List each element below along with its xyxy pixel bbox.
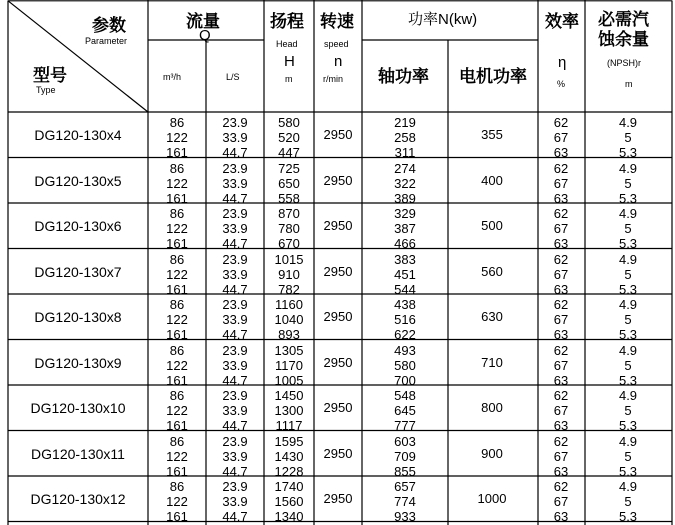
- efficiency-cell-value: 67: [553, 175, 569, 191]
- npsh-cell-value: 5.3: [618, 372, 638, 388]
- flow-ls-cell-value: 23.9: [222, 433, 248, 449]
- flow-ls-cell-value: 23.9: [222, 342, 248, 358]
- speed-cell: 2950: [323, 400, 353, 415]
- npsh-cell: [619, 434, 637, 479]
- shaft-power-cell-value: 774: [394, 494, 416, 509]
- motor-power-cell: 630: [481, 309, 503, 324]
- head-cell-value: 725: [278, 160, 300, 176]
- speed-cell: 2950: [323, 309, 353, 324]
- shaft-power-cell-value: 466: [394, 236, 416, 251]
- head-cell: [275, 434, 304, 479]
- motor-power-cell: 355: [481, 127, 503, 142]
- flow-ls-cell-value: 44.7: [222, 281, 248, 297]
- flow-m3h-cell-value: 122: [166, 175, 188, 191]
- npsh-cell: [619, 161, 637, 206]
- efficiency-cell-value: 63: [553, 372, 569, 388]
- flow-ls-cell-value: 33.9: [222, 221, 248, 236]
- flow-ls-cell-value: 44.7: [222, 236, 248, 251]
- npsh-cell-value: 5: [624, 312, 632, 327]
- npsh-cell-value: 5: [624, 130, 632, 145]
- flow-m3h-cell: [166, 388, 188, 433]
- model-label-en: Type: [36, 85, 56, 95]
- npsh-cell-value: 4.9: [618, 115, 638, 130]
- shaft-power-cell-value: 603: [394, 433, 416, 449]
- head-cell-value: 870: [278, 206, 300, 221]
- shaft-power-cell-value: 645: [394, 403, 416, 418]
- shaft-power-cell-value: 544: [394, 281, 416, 297]
- shaft-power-cell: [394, 434, 416, 479]
- shaft-power-cell-value: 493: [394, 342, 416, 358]
- head-cell-value: 1040: [274, 312, 304, 327]
- speed-cell: 2950: [323, 491, 353, 506]
- flow-unit-m3h: m³/h: [163, 72, 181, 82]
- head-cell: [275, 343, 304, 388]
- flow-ls-cell-value: 44.7: [222, 327, 248, 342]
- flow-m3h-cell-value: 122: [166, 130, 188, 145]
- efficiency-cell: [554, 388, 568, 433]
- flow-ls-cell-value: 23.9: [222, 388, 248, 403]
- shaft-power-cell-value: 389: [394, 190, 416, 206]
- flow-m3h-cell-value: 86: [169, 297, 185, 312]
- head-symbol: H: [284, 53, 295, 70]
- head-cell-value: 650: [278, 175, 300, 191]
- efficiency-cell-value: 67: [553, 221, 569, 236]
- efficiency-cell-value: 62: [553, 479, 569, 494]
- flow-m3h-cell: [166, 343, 188, 388]
- parameter-label-en: Parameter: [85, 36, 128, 46]
- npsh-cell-value: 4.9: [618, 479, 638, 494]
- npsh-label-line2: 蚀余量: [598, 30, 649, 49]
- flow-m3h-cell-value: 86: [169, 115, 185, 130]
- shaft-power-cell-value: 516: [394, 312, 416, 327]
- flow-m3h-cell-value: 86: [169, 388, 185, 403]
- flow-ls-cell: [222, 161, 247, 206]
- flow-ls-cell: [222, 343, 247, 388]
- npsh-cell-value: 5.3: [618, 281, 638, 297]
- flow-m3h-cell-value: 122: [166, 357, 188, 373]
- efficiency-cell-value: 62: [553, 388, 569, 403]
- motor-power-label: 电机功率: [459, 67, 527, 86]
- flow-ls-cell-value: 44.7: [222, 372, 248, 388]
- npsh-cell-value: 5: [624, 266, 632, 282]
- flow-ls-cell-value: 44.7: [222, 418, 248, 433]
- shaft-power-cell-value: 219: [394, 115, 416, 130]
- flow-ls-cell-value: 23.9: [222, 115, 248, 130]
- npsh-cell-value: 4.9: [618, 433, 638, 449]
- model-cell: DG120-130x10: [30, 400, 126, 416]
- flow-m3h-cell: [166, 434, 188, 479]
- efficiency-cell: [554, 161, 568, 206]
- flow-m3h-cell-value: 122: [166, 266, 188, 282]
- efficiency-cell-value: 67: [553, 130, 569, 145]
- npsh-label-line1: 必需汽: [598, 10, 649, 29]
- efficiency-cell-value: 63: [553, 463, 569, 479]
- speed-cell: 2950: [323, 218, 353, 233]
- shaft-power-cell-value: 451: [394, 266, 416, 282]
- speed-symbol: n: [334, 53, 343, 70]
- model-cell: DG120-130x9: [34, 354, 122, 371]
- shaft-power-cell-value: 329: [394, 206, 416, 221]
- flow-m3h-cell-value: 122: [166, 494, 188, 509]
- flow-m3h-cell-value: 86: [169, 479, 185, 494]
- shaft-power-cell: [394, 388, 416, 433]
- motor-power-cell: 1000: [477, 491, 507, 506]
- npsh-cell-value: 5.3: [618, 509, 638, 524]
- flow-m3h-cell-value: 86: [169, 342, 185, 358]
- head-unit: m: [285, 74, 293, 84]
- head-cell-value: 1300: [274, 403, 304, 418]
- shaft-power-cell-value: 622: [394, 327, 416, 342]
- speed-label-en: speed: [324, 39, 349, 49]
- npsh-cell: [619, 115, 637, 160]
- flow-m3h-cell-value: 86: [169, 160, 185, 176]
- flow-m3h-cell-value: 161: [166, 509, 188, 524]
- head-cell-value: 1005: [274, 372, 304, 388]
- efficiency-cell-value: 67: [553, 266, 569, 282]
- shaft-power-cell-value: 855: [394, 463, 416, 479]
- head-label: 扬程: [270, 12, 304, 31]
- flow-ls-cell-value: 33.9: [222, 130, 248, 145]
- npsh-cell-value: 4.9: [618, 160, 638, 176]
- model-cell: DG120-130x12: [30, 491, 126, 507]
- efficiency-cell-value: 63: [553, 418, 569, 433]
- head-cell-value: 1160: [275, 297, 303, 312]
- head-cell-value: 910: [278, 266, 300, 282]
- head-cell-value: 1450: [274, 388, 304, 403]
- flow-m3h-cell-value: 161: [166, 236, 188, 251]
- efficiency-cell-value: 63: [553, 327, 569, 342]
- shaft-power-cell-value: 580: [394, 357, 416, 373]
- model-cell: DG120-130x4: [34, 127, 122, 143]
- npsh-cell: [619, 479, 637, 524]
- npsh-cell-value: 4.9: [618, 297, 638, 312]
- flow-m3h-cell: [166, 297, 188, 342]
- shaft-power-cell: [394, 252, 416, 297]
- speed-cell: 2950: [323, 263, 353, 279]
- efficiency-cell-value: 67: [553, 357, 569, 373]
- speed-label: 转速: [320, 12, 354, 31]
- head-cell-value: 1228: [274, 463, 304, 479]
- shaft-power-cell: [394, 479, 416, 524]
- npsh-cell-value: 5.3: [618, 145, 638, 160]
- flow-m3h-cell-value: 161: [166, 281, 188, 297]
- head-cell-value: 782: [278, 281, 300, 297]
- flow-m3h-cell-value: 161: [166, 372, 188, 388]
- shaft-power-cell-value: 258: [394, 130, 416, 145]
- head-cell: [275, 388, 304, 433]
- shaft-power-cell: [394, 206, 416, 251]
- head-cell-value: 670: [278, 236, 300, 251]
- flow-ls-cell: [222, 206, 247, 251]
- flow-m3h-cell-value: 161: [166, 145, 188, 160]
- flow-ls-cell-value: 44.7: [222, 463, 248, 479]
- head-cell-value: 447: [278, 145, 300, 160]
- motor-power-cell: 400: [481, 172, 503, 188]
- flow-ls-cell: [222, 297, 247, 342]
- npsh-cell: [619, 206, 637, 251]
- npsh-cell: [619, 388, 637, 433]
- head-cell-value: 1560: [274, 494, 304, 509]
- npsh-cell-value: 5: [624, 403, 632, 418]
- efficiency-cell: [554, 479, 568, 524]
- motor-power-cell: 560: [481, 263, 503, 279]
- head-cell-value: 1117: [275, 418, 303, 433]
- flow-m3h-cell-value: 86: [169, 433, 185, 449]
- flow-unit-ls: L/S: [226, 72, 240, 82]
- npsh-cell: [619, 343, 637, 388]
- flow-ls-cell-value: 23.9: [222, 251, 248, 267]
- head-cell: [275, 297, 304, 342]
- npsh-cell-value: 4.9: [618, 251, 638, 267]
- model-cell: DG120-130x7: [34, 263, 122, 280]
- flow-m3h-cell-value: 122: [166, 312, 188, 327]
- model-label-cn: 型号: [33, 66, 67, 85]
- flow-m3h-cell: [166, 206, 188, 251]
- flow-m3h-cell-value: 161: [166, 463, 188, 479]
- flow-ls-cell-value: 23.9: [222, 206, 248, 221]
- shaft-power-cell: [394, 161, 416, 206]
- shaft-power-cell-value: 274: [394, 160, 416, 176]
- npsh-cell: [619, 252, 637, 297]
- shaft-power-cell: [394, 115, 416, 160]
- flow-symbol: Q: [199, 27, 211, 44]
- efficiency-cell-value: 62: [553, 433, 569, 449]
- npsh-cell-value: 5.3: [618, 236, 638, 251]
- flow-ls-cell: [222, 434, 247, 479]
- flow-m3h-cell: [166, 252, 188, 297]
- efficiency-cell-value: 63: [553, 190, 569, 206]
- npsh-cell-value: 5: [624, 221, 632, 236]
- flow-ls-cell-value: 33.9: [222, 448, 248, 464]
- flow-ls-cell: [222, 479, 247, 524]
- efficiency-cell-value: 67: [553, 312, 569, 327]
- model-cell: DG120-130x6: [34, 218, 122, 234]
- shaft-power-cell: [394, 297, 416, 342]
- shaft-power-cell-value: 322: [394, 175, 416, 191]
- flow-ls-cell-value: 33.9: [222, 403, 248, 418]
- flow-ls-cell-value: 33.9: [222, 175, 248, 191]
- head-cell-value: 1740: [274, 479, 304, 494]
- model-cell: DG120-130x8: [34, 309, 122, 325]
- flow-ls-cell-value: 23.9: [222, 479, 248, 494]
- npsh-symbol: (NPSH)r: [607, 58, 641, 68]
- head-cell-value: 1340: [274, 509, 304, 524]
- npsh-cell-value: 5.3: [618, 190, 638, 206]
- parameter-label-cn: 参数: [92, 16, 126, 35]
- efficiency-cell-value: 62: [553, 160, 569, 176]
- npsh-cell-value: 5.3: [618, 327, 638, 342]
- flow-m3h-cell-value: 86: [169, 206, 185, 221]
- efficiency-cell-value: 62: [553, 342, 569, 358]
- npsh-cell-value: 4.9: [618, 342, 638, 358]
- flow-m3h-cell-value: 122: [166, 221, 188, 236]
- speed-cell: 2950: [323, 445, 353, 461]
- head-cell: [278, 115, 300, 160]
- efficiency-cell-value: 63: [553, 509, 569, 524]
- head-cell-value: 780: [278, 221, 300, 236]
- flow-ls-cell-value: 44.7: [222, 145, 248, 160]
- efficiency-cell-value: 63: [553, 145, 569, 160]
- npsh-cell: [619, 297, 637, 342]
- shaft-power-cell: [394, 343, 416, 388]
- flow-m3h-cell: [166, 479, 188, 524]
- head-cell-value: 1595: [274, 433, 304, 449]
- efficiency-cell-value: 63: [553, 281, 569, 297]
- npsh-cell-value: 5.3: [618, 418, 638, 433]
- efficiency-cell-value: 62: [553, 206, 569, 221]
- head-label-en: Head: [276, 39, 298, 49]
- model-cell: DG120-130x5: [34, 172, 122, 189]
- head-cell: [275, 252, 304, 297]
- shaft-power-cell-value: 311: [394, 145, 416, 160]
- efficiency-cell-value: 67: [553, 494, 569, 509]
- npsh-cell-value: 4.9: [618, 206, 638, 221]
- shaft-power-cell-value: 548: [394, 388, 416, 403]
- flow-ls-cell-value: 33.9: [222, 266, 248, 282]
- model-cell: DG120-130x11: [31, 445, 125, 462]
- flow-ls-cell-value: 44.7: [222, 190, 248, 206]
- efficiency-unit: %: [557, 79, 566, 89]
- flow-m3h-cell: [166, 115, 188, 160]
- head-cell-value: 558: [278, 190, 300, 206]
- shaft-power-cell-value: 657: [394, 479, 416, 494]
- npsh-unit: m: [625, 79, 633, 89]
- flow-ls-cell-value: 23.9: [222, 297, 248, 312]
- flow-m3h-cell-value: 122: [166, 403, 188, 418]
- npsh-cell-value: 5: [624, 175, 632, 191]
- flow-ls-cell: [222, 252, 247, 297]
- efficiency-cell-value: 63: [553, 236, 569, 251]
- npsh-cell-value: 5: [624, 494, 632, 509]
- flow-ls-cell-value: 44.7: [222, 509, 248, 524]
- flow-ls-cell-value: 33.9: [222, 312, 248, 327]
- efficiency-cell-value: 62: [553, 251, 569, 267]
- motor-power-cell: 500: [481, 218, 503, 233]
- flow-m3h-cell-value: 161: [166, 327, 188, 342]
- shaft-power-cell-value: 933: [394, 509, 416, 524]
- head-cell-value: 1305: [274, 342, 304, 358]
- efficiency-cell: [554, 297, 568, 342]
- flow-ls-cell-value: 23.9: [222, 160, 248, 176]
- npsh-cell-value: 5.3: [618, 463, 638, 479]
- head-cell-value: 1015: [274, 251, 304, 267]
- head-cell-value: 1170: [275, 357, 303, 373]
- shaft-power-cell-value: 387: [394, 221, 416, 236]
- shaft-power-cell-value: 709: [394, 448, 416, 464]
- speed-cell: 2950: [323, 354, 353, 370]
- shaft-power-cell-value: 777: [394, 418, 416, 433]
- efficiency-cell: [554, 343, 568, 388]
- efficiency-cell-value: 67: [553, 448, 569, 464]
- speed-cell: 2950: [323, 172, 353, 188]
- flow-m3h-cell-value: 122: [166, 448, 188, 464]
- efficiency-cell: [554, 434, 568, 479]
- head-cell: [278, 161, 300, 206]
- flow-ls-cell: [222, 115, 247, 160]
- npsh-cell-value: 4.9: [618, 388, 638, 403]
- npsh-cell-value: 5: [624, 448, 632, 464]
- head-cell-value: 893: [278, 327, 300, 342]
- head-cell-value: 520: [278, 130, 300, 145]
- efficiency-cell-value: 62: [553, 115, 569, 130]
- efficiency-cell: [554, 252, 568, 297]
- npsh-cell-value: 5: [624, 357, 632, 373]
- head-cell-value: 1430: [274, 448, 304, 464]
- flow-ls-cell-value: 33.9: [222, 494, 248, 509]
- head-cell-value: 580: [278, 115, 300, 130]
- motor-power-cell: 900: [481, 445, 503, 461]
- head-cell: [275, 479, 304, 524]
- efficiency-cell-value: 67: [553, 403, 569, 418]
- speed-cell: 2950: [323, 127, 353, 142]
- head-cell: [278, 206, 300, 251]
- efficiency-label: 效率: [545, 12, 579, 31]
- shaft-power-label: 轴功率: [378, 67, 429, 86]
- flow-m3h-cell-value: 161: [166, 190, 188, 206]
- efficiency-cell-value: 62: [553, 297, 569, 312]
- efficiency-cell: [554, 115, 568, 160]
- flow-ls-cell: [222, 388, 247, 433]
- shaft-power-cell-value: 383: [394, 251, 416, 267]
- flow-m3h-cell-value: 161: [166, 418, 188, 433]
- motor-power-cell: 710: [481, 354, 503, 370]
- shaft-power-cell-value: 700: [394, 372, 416, 388]
- flow-ls-cell-value: 33.9: [222, 357, 248, 373]
- efficiency-symbol: η: [558, 54, 567, 71]
- shaft-power-cell-value: 438: [394, 297, 416, 312]
- efficiency-cell: [554, 206, 568, 251]
- speed-unit: r/min: [323, 74, 343, 84]
- motor-power-cell: 800: [481, 400, 503, 415]
- flow-label: 流量: [186, 12, 220, 31]
- flow-m3h-cell-value: 86: [169, 251, 185, 267]
- flow-m3h-cell: [166, 161, 188, 206]
- power-title: 功率N(kw): [408, 11, 478, 28]
